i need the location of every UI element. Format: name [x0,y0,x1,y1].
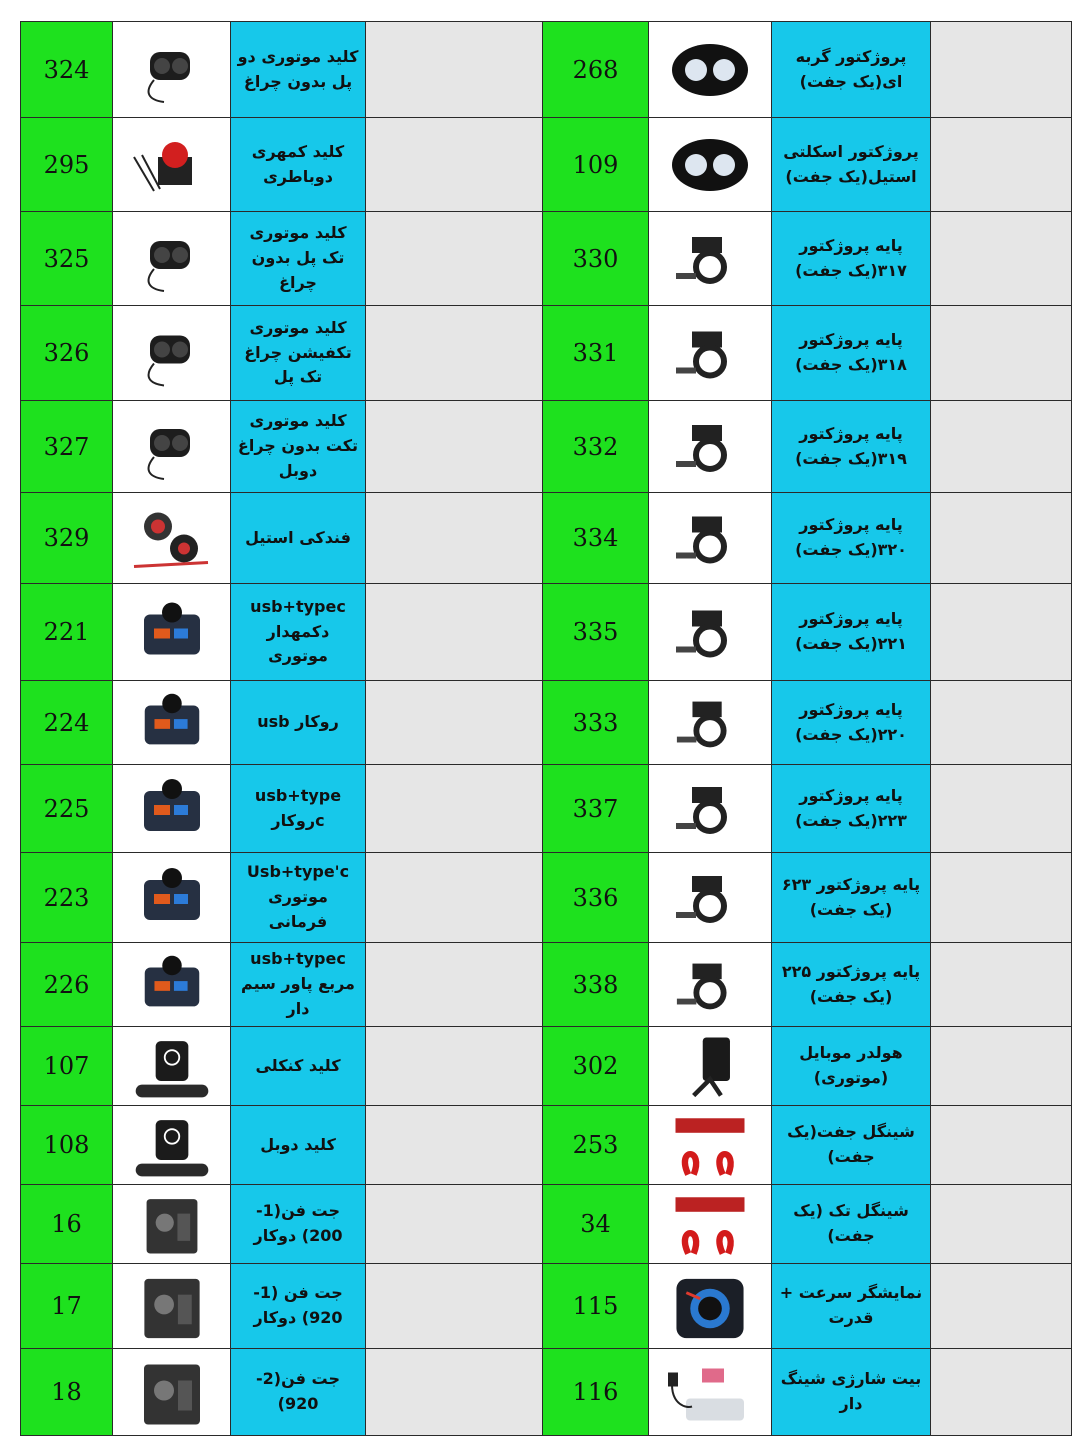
product-code: 108 [21,1106,113,1185]
product-code: 333 [543,681,649,765]
switch-icon [124,311,220,396]
product-row [543,1106,1072,1185]
product-code: 268 [543,22,649,118]
product-code: 325 [21,212,113,306]
empty-cell [931,1027,1072,1106]
product-name: پایه پروژکتور ۳۱۸(یک جفت) [772,306,931,401]
product-row [543,681,1072,765]
product-photo [649,943,772,1027]
product-code: 335 [543,584,649,681]
product-photo [113,1185,231,1264]
phone-holder-icon [662,1032,758,1101]
product-code: 331 [543,306,649,401]
product-name: کلید موتوری دو پل بدون چراغ [231,22,366,118]
empty-cell [366,493,547,584]
empty-cell [366,118,547,212]
blower-icon [124,1190,220,1259]
product-name: پایه پروژکتور ۳۱۹(یک جفت) [772,401,931,493]
bracket-icon [662,686,758,760]
product-name: جت فن(2-920) [231,1349,366,1436]
empty-cell [366,943,547,1027]
switch-icon [124,406,220,488]
product-row [543,1185,1072,1264]
product-photo [649,853,772,943]
bracket-icon [662,589,758,676]
product-photo [113,1106,231,1185]
rocker-switch-icon [124,1032,220,1101]
product-photo [113,1264,231,1349]
product-code: 336 [543,853,649,943]
product-photo [649,1264,772,1349]
product-photo [113,493,231,584]
product-name: شینگل تک (یک جفت) [772,1185,931,1264]
empty-cell [931,306,1072,401]
product-name: پایه پروژکتور ۶۲۳ (یک جفت) [772,853,931,943]
product-photo [649,681,772,765]
empty-cell [931,1349,1072,1436]
product-row [21,681,547,765]
product-name: نمایشگر سرعت + قدرت [772,1264,931,1349]
left-product-table [20,21,547,1436]
product-name: پایه پروژکتور ۲۲۰(یک جفت) [772,681,931,765]
empty-cell [931,584,1072,681]
empty-cell [366,1027,547,1106]
product-code: 115 [543,1264,649,1349]
bracket-icon [662,406,758,488]
product-row [21,401,547,493]
product-code: 226 [21,943,113,1027]
product-row [21,493,547,584]
product-row [543,401,1072,493]
product-name: کلید موتوری تک پل بدون چراغ [231,212,366,306]
product-row [21,118,547,212]
product-row [543,1027,1072,1106]
product-name: پروژکتور گربه ای(یک جفت) [772,22,931,118]
product-photo [649,584,772,681]
product-row [543,765,1072,853]
empty-cell [931,765,1072,853]
product-row [21,22,547,118]
product-row [543,584,1072,681]
product-code: 329 [21,493,113,584]
product-name: جت فن(1-200) دوکار [231,1185,366,1264]
product-row [543,1349,1072,1436]
product-code: 327 [21,401,113,493]
product-photo [113,853,231,943]
product-photo [113,306,231,401]
product-name: بیت شارژی شینگ دار [772,1349,931,1436]
product-photo [649,765,772,853]
product-name: usb روکار [231,681,366,765]
product-code: 302 [543,1027,649,1106]
product-name: هولدر موبایل (موتوری) [772,1027,931,1106]
product-row [543,943,1072,1027]
product-row [21,1264,547,1349]
empty-cell [366,681,547,765]
usb-icon [124,948,220,1022]
product-code: 326 [21,306,113,401]
product-photo [113,681,231,765]
product-name: پایه پروژکتور ۲۲۳(یک جفت) [772,765,931,853]
empty-cell [931,1264,1072,1349]
product-row [543,493,1072,584]
usb-icon [124,770,220,848]
projector-icon [662,27,758,113]
product-code: 107 [21,1027,113,1106]
product-code: 253 [543,1106,649,1185]
product-photo [113,22,231,118]
product-name: usb+typec دکمهدار موتوری [231,584,366,681]
bracket-icon [662,858,758,938]
product-code: 330 [543,212,649,306]
product-code: 223 [21,853,113,943]
product-name: پایه پروژکتور ۳۲۰(یک جفت) [772,493,931,584]
empty-cell [931,118,1072,212]
empty-cell [366,1349,547,1436]
empty-cell [366,765,547,853]
product-row [543,22,1072,118]
empty-cell [366,1185,547,1264]
usb-icon [124,858,220,938]
product-name: پایه پروژکتور ۲۲۱(یک جفت) [772,584,931,681]
product-row [543,1264,1072,1349]
product-name: کلید کمهری دوباطری [231,118,366,212]
product-photo [649,212,772,306]
product-code: 18 [21,1349,113,1436]
product-code: 109 [543,118,649,212]
switch-icon [124,27,220,113]
product-name: جت فن (1-920) دوکار [231,1264,366,1349]
product-row [21,1106,547,1185]
product-row [21,1349,547,1436]
empty-cell [931,401,1072,493]
empty-cell [931,22,1072,118]
empty-cell [931,1106,1072,1185]
charger-icon [662,1354,758,1431]
empty-cell [366,853,547,943]
product-photo [113,584,231,681]
product-photo [113,765,231,853]
product-photo [649,1349,772,1436]
product-row [21,584,547,681]
empty-cell [366,306,547,401]
gauge-icon [662,1269,758,1344]
empty-cell [931,943,1072,1027]
empty-cell [366,1106,547,1185]
product-code: 334 [543,493,649,584]
blower-icon [124,1269,220,1344]
product-name: کلید موتوری تکت بدون چراغ دوبل [231,401,366,493]
product-name: پروژکتور اسکلتی استیل(یک جفت) [772,118,931,212]
product-name: usb+typec مربع پاور سیم دار [231,943,366,1027]
shackle-icon [662,1190,758,1259]
product-name: فندکی استیل [231,493,366,584]
product-code: 338 [543,943,649,1027]
product-row [21,943,547,1027]
product-code: 295 [21,118,113,212]
product-photo [649,493,772,584]
product-code: 116 [543,1349,649,1436]
product-name: کلید موتوری تکفیشن چراغ تک پل [231,306,366,401]
battery-switch-icon [124,123,220,207]
bracket-icon [662,217,758,301]
socket-icon [124,498,220,579]
switch-icon [124,217,220,301]
product-name: پایه پروژکتور ۳۱۷(یک جفت) [772,212,931,306]
usb-icon [124,589,220,676]
product-row [21,765,547,853]
bracket-icon [662,948,758,1022]
product-photo [649,22,772,118]
bracket-icon [662,498,758,579]
product-row [21,306,547,401]
product-code: 34 [543,1185,649,1264]
product-photo [113,118,231,212]
empty-cell [931,681,1072,765]
product-code: 337 [543,765,649,853]
product-photo [113,1027,231,1106]
product-name: شینگل جفت(یک جفت) [772,1106,931,1185]
usb-icon [124,686,220,760]
product-code: 224 [21,681,113,765]
product-row [21,212,547,306]
empty-cell [366,22,547,118]
product-photo [649,1185,772,1264]
empty-cell [366,212,547,306]
bracket-icon [662,311,758,396]
empty-cell [931,493,1072,584]
product-code: 17 [21,1264,113,1349]
empty-cell [366,1264,547,1349]
shackle-icon [662,1111,758,1180]
product-photo [113,1349,231,1436]
product-code: 16 [21,1185,113,1264]
product-photo [649,1106,772,1185]
product-name: Usb+type'c موتوری فرمانی [231,853,366,943]
product-name: کلید کنکلی [231,1027,366,1106]
blower-icon [124,1354,220,1431]
empty-cell [366,401,547,493]
product-row [543,853,1072,943]
product-row [21,1185,547,1264]
product-name: کلید دوبل [231,1106,366,1185]
product-photo [113,943,231,1027]
bracket-icon [662,770,758,848]
empty-cell [366,584,547,681]
product-row [543,118,1072,212]
product-photo [649,401,772,493]
product-name: پایه پروژکتور ۲۲۵ (یک جفت) [772,943,931,1027]
product-photo [649,118,772,212]
product-row [543,212,1072,306]
empty-cell [931,853,1072,943]
product-photo [649,1027,772,1106]
empty-cell [931,1185,1072,1264]
product-row [21,853,547,943]
projector-icon [662,123,758,207]
empty-cell [931,212,1072,306]
product-photo [649,306,772,401]
product-code: 221 [21,584,113,681]
product-name: usb+type روکارc [231,765,366,853]
product-photo [113,401,231,493]
product-photo [113,212,231,306]
product-code: 324 [21,22,113,118]
product-row [21,1027,547,1106]
product-code: 332 [543,401,649,493]
product-row [543,306,1072,401]
right-product-table [542,21,1072,1436]
rocker-switch-icon [124,1111,220,1180]
product-code: 225 [21,765,113,853]
